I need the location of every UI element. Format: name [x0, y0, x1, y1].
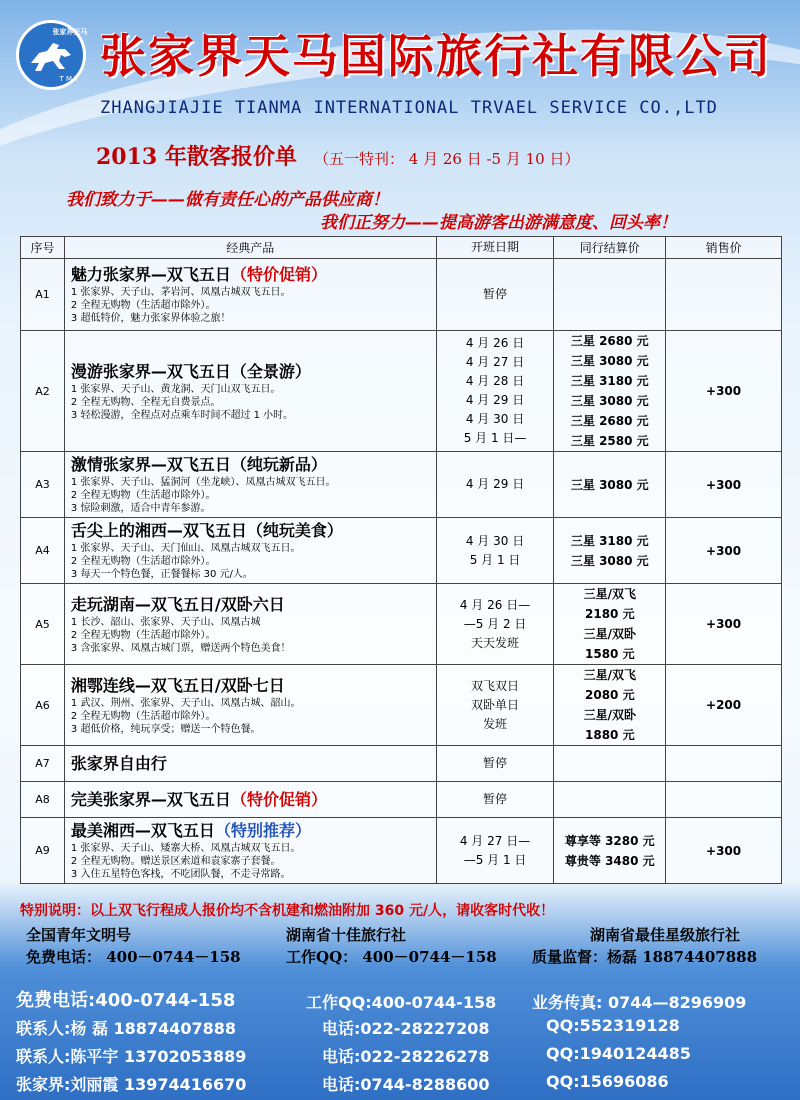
- sale-price-cell: +300: [666, 452, 782, 518]
- product-desc-line: 1 张家界、天子山、天门仙山、凤凰古城双飞五日。: [70, 543, 301, 554]
- product-cell: [64, 782, 436, 818]
- table-row: [21, 452, 782, 518]
- row-id: A4: [21, 518, 65, 584]
- product-title: 激情张家界—双飞五日（纯玩新品）: [70, 455, 327, 474]
- date-line: 5 月 1 日—: [463, 431, 527, 445]
- net-price-line: 尊享等 3280 元: [564, 833, 655, 848]
- free-phone-line: 免费电话： 400－0744－158: [26, 948, 241, 966]
- product-desc-line: 2 全程无购物（生活超市除外）。: [70, 710, 216, 722]
- sale-price-cell: [666, 259, 782, 331]
- net-price-cell: [554, 782, 666, 818]
- product-title: 魅力张家界—双飞五日: [70, 265, 231, 284]
- net-price-line: 三星 3180 元: [570, 374, 649, 388]
- date-cell: [436, 331, 554, 452]
- date-cell: [436, 818, 554, 884]
- product-desc-line: 1 张家界、天子山、猛洞河（坐龙峡）、凤凰古城双飞五日。: [70, 477, 336, 488]
- table-row: [21, 665, 782, 746]
- product-cell: [64, 584, 436, 665]
- footer-qq-3: QQ:15696086: [546, 1072, 669, 1091]
- date-cell: [436, 665, 554, 746]
- row-id: A3: [21, 452, 65, 518]
- price-table: [20, 236, 782, 884]
- product-desc-line: 2 全程无购物（生活超市除外）。: [70, 490, 216, 501]
- net-price-cell: [554, 818, 666, 884]
- date-line: 4 月 30 日: [465, 412, 525, 426]
- table-body: [21, 259, 782, 884]
- sale-price-cell: [666, 746, 782, 782]
- row-id: A6: [21, 665, 65, 746]
- product-desc-line: 1 长沙、韶山、张家界、天子山、凤凰古城: [70, 616, 261, 628]
- net-price-line: 三星 3080 元: [570, 477, 649, 492]
- header: [0, 0, 800, 170]
- col-header-product: 经典产品: [64, 237, 436, 259]
- product-desc-line: 1 张家界、天子山、矮寨大桥、凤凰古城双飞五日。: [70, 843, 301, 854]
- product-cell: [64, 452, 436, 518]
- special-note: 特别说明：以上双飞行程成人报价均不含机建和燃油附加 360 元/人，请收客时代收！: [20, 903, 555, 919]
- work-qq-line: 工作QQ： 400－0744－158: [286, 948, 497, 966]
- product-desc-line: 2 全程无购物（生活超市除外）。: [70, 300, 216, 311]
- date-line: 天天发班: [471, 635, 520, 650]
- net-price-line: 三星 3180 元: [570, 533, 649, 548]
- footer-work-qq: 工作QQ:400-0744-158: [306, 993, 497, 1012]
- sale-price-cell: +300: [666, 331, 782, 452]
- date-line: 发班: [483, 716, 508, 731]
- sale-price-cell: +200: [666, 665, 782, 746]
- table-header-row: [21, 237, 782, 259]
- contact-footer: [0, 978, 800, 1100]
- net-price-cell: [554, 584, 666, 665]
- sale-price-cell: +300: [666, 518, 782, 584]
- net-price-line: 三星 2680 元: [570, 414, 649, 428]
- date-cell: [436, 259, 554, 331]
- footer-contact-3: 张家界:刘丽霞 13974416670: [16, 1075, 247, 1094]
- date-cell: [436, 782, 554, 818]
- col-header-sale-price: 销售价: [666, 237, 782, 259]
- footer-contact-1: 联系人:杨 磊 18874407888: [16, 1019, 237, 1038]
- date-line: 暂停: [483, 756, 508, 770]
- footer-fax: 业务传真: 0744—8296909: [532, 993, 747, 1012]
- net-price-line: 三星 3080 元: [570, 553, 649, 568]
- footer-tel-3: 电话:0744-8288600: [322, 1075, 490, 1094]
- product-tag: （特别推荐）: [214, 821, 311, 840]
- net-price-line: 2080 元: [585, 688, 635, 702]
- logo-abbr: T M T: [59, 75, 79, 83]
- table-row: [21, 518, 782, 584]
- col-header-id: 序号: [21, 237, 65, 259]
- logo-text: 张家界天马: [52, 28, 88, 36]
- product-cell: [64, 331, 436, 452]
- date-line: 4 月 27 日: [465, 355, 525, 369]
- product-desc-line: 3 含张家界、凤凰古城门票，赠送两个特色美食！: [70, 642, 291, 654]
- net-price-cell: [554, 259, 666, 331]
- date-line: 4 月 29 日: [465, 393, 525, 407]
- net-price-line: 三星/双卧: [583, 627, 636, 641]
- quote-title-sub: （五一特刊： 4 月 26 日 -5 月 10 日）: [313, 150, 580, 168]
- row-id: A1: [21, 259, 65, 331]
- product-name: [71, 789, 430, 811]
- affiliation-2: 湖南省十佳旅行社: [286, 926, 407, 944]
- product-desc-line: 1 张家界、天子山、黄龙洞、天门山双飞五日。: [70, 383, 281, 395]
- product-cell: [64, 259, 436, 331]
- product-desc-line: 3 超低价格，纯玩享受；赠送一个特色餐。: [70, 723, 261, 735]
- product-name: [71, 675, 430, 697]
- table-row: [21, 818, 782, 884]
- product-cell: [64, 818, 436, 884]
- footer-qq-2: QQ:1940124485: [546, 1044, 691, 1063]
- footer-tel-2: 电话:022-28226278: [322, 1047, 490, 1066]
- affiliation-1: 全国青年文明号: [26, 926, 132, 944]
- product-cell: [64, 518, 436, 584]
- sale-price-cell: [666, 782, 782, 818]
- date-line: 暂停: [483, 287, 508, 301]
- slogan-1: 我们致力于——做有责任心的产品供应商！: [66, 190, 389, 210]
- company-name-en: ZHANGJIAJIE TIANMA INTERNATIONAL TRVAEL SERVICE CO.,LTD: [100, 98, 718, 118]
- slogan-2: 我们正努力——提高游客出游满意度、回头率！: [320, 213, 677, 233]
- date-cell: [436, 746, 554, 782]
- quote-title: [96, 140, 796, 171]
- date-line: 双卧单日: [471, 697, 520, 712]
- product-desc-line: 3 每天一个特色餐，正餐餐标 30 元/人。: [70, 569, 253, 580]
- row-id: A7: [21, 746, 65, 782]
- date-line: 暂停: [483, 792, 508, 806]
- product-desc-line: 2 全程无购物（生活超市除外）。: [70, 629, 216, 641]
- date-cell: [436, 584, 554, 665]
- product-name: [71, 820, 430, 842]
- date-line: 4 月 26 日: [465, 336, 525, 350]
- product-tag: （特价促销）: [230, 789, 327, 809]
- date-line: —5 月 2 日: [463, 616, 527, 631]
- product-title: 漫游张家界—双飞五日（全景游）: [70, 361, 311, 381]
- product-desc-line: 2 全程无购物。赠送景区索道和袁家寨子套餐。: [70, 856, 281, 867]
- date-line: 4 月 26 日—: [459, 597, 531, 612]
- table-row: [21, 331, 782, 452]
- product-title: 最美湘西—双飞五日: [70, 821, 215, 840]
- date-line: 4 月 30 日: [465, 533, 525, 548]
- product-title: 湘鄂连线—双飞五日/双卧七日: [70, 675, 285, 695]
- date-line: 5 月 1 日: [469, 552, 521, 567]
- sale-price-cell: +300: [666, 818, 782, 884]
- net-price-cell: [554, 452, 666, 518]
- table-row: [21, 782, 782, 818]
- row-id: A5: [21, 584, 65, 665]
- net-price-line: 三星/双飞: [583, 668, 636, 682]
- date-line: 4 月 28 日: [465, 374, 525, 388]
- row-id: A8: [21, 782, 65, 818]
- product-cell: [64, 746, 436, 782]
- product-name: [71, 454, 430, 476]
- product-name: [71, 264, 430, 286]
- net-price-line: 1580 元: [585, 647, 635, 661]
- col-header-net-price: 同行结算价: [554, 237, 666, 259]
- product-name: [71, 594, 430, 616]
- product-desc-line: 1 张家界、天子山、茅岩河、凤凰古城双飞五日。: [70, 287, 291, 298]
- product-name: [71, 520, 430, 542]
- date-line: 4 月 27 日—: [459, 833, 531, 848]
- company-logo: [16, 20, 86, 90]
- product-desc-line: 2 全程无购物、全程无自费景点。: [70, 396, 221, 408]
- date-cell: [436, 452, 554, 518]
- net-price-line: 三星 2680 元: [570, 334, 649, 348]
- date-cell: [436, 518, 554, 584]
- row-id: A2: [21, 331, 65, 452]
- net-price-line: 三星/双飞: [583, 587, 636, 601]
- product-title: 走玩湖南—双飞五日/双卧六日: [70, 594, 285, 614]
- footer-tel-1: 电话:022-28227208: [322, 1019, 490, 1038]
- net-price-line: 2180 元: [585, 607, 635, 621]
- footer-contact-2: 联系人:陈平宇 13702053889: [16, 1047, 247, 1066]
- col-header-date: 开班日期: [436, 237, 554, 259]
- net-price-line: 三星 2580 元: [570, 434, 649, 448]
- net-price-line: 三星/双卧: [583, 708, 636, 722]
- product-desc-line: 1 武汉、荆州、张家界、天子山、凤凰古城、韶山。: [70, 697, 301, 709]
- net-price-cell: [554, 518, 666, 584]
- date-line: —5 月 1 日: [463, 852, 527, 867]
- company-name-cn: 张家界天马国际旅行社有限公司: [100, 29, 772, 83]
- row-id: A9: [21, 818, 65, 884]
- product-desc-line: 3 惊险刺激，适合中青年参游。: [70, 503, 211, 514]
- net-price-line: 尊贵等 3480 元: [564, 853, 655, 868]
- horse-icon: [25, 35, 77, 75]
- net-price-cell: [554, 746, 666, 782]
- product-title: 完美张家界—双飞五日: [70, 789, 231, 809]
- product-name: [71, 361, 430, 383]
- product-desc-line: 2 全程无购物（生活超市除外）。: [70, 556, 216, 567]
- product-desc-line: 3 轻松漫游，全程点对点乘车时间不超过 1 小时。: [70, 409, 294, 421]
- date-line: 双飞双日: [471, 678, 520, 693]
- product-title: 张家界自由行: [70, 753, 167, 773]
- product-tag: （特价促销）: [230, 265, 327, 284]
- affiliation-3: 湖南省最佳星级旅行社: [590, 926, 741, 944]
- net-price-cell: [554, 665, 666, 746]
- quote-title-main: 2013 年散客报价单: [96, 144, 297, 170]
- table-row: [21, 746, 782, 782]
- table-row: [21, 584, 782, 665]
- table-row: [21, 259, 782, 331]
- supervisor-line: 质量监督：杨磊 18874407888: [532, 948, 758, 966]
- product-title: 舌尖上的湘西—双飞五日（纯玩美食）: [70, 521, 343, 540]
- product-desc-line: 3 入住五星特色客栈，不吃团队餐，不走寻常路。: [70, 869, 291, 880]
- footer-qq-1: QQ:552319128: [546, 1016, 680, 1035]
- net-price-line: 三星 3080 元: [570, 394, 649, 408]
- product-name: [71, 753, 430, 775]
- date-line: 4 月 29 日: [465, 477, 525, 491]
- net-price-cell: [554, 331, 666, 452]
- sale-price-cell: +300: [666, 584, 782, 665]
- product-cell: [64, 665, 436, 746]
- product-desc-line: 3 超低特价，魅力张家界体验之旅！: [70, 313, 231, 324]
- footer-free-phone: 免费电话:400-0744-158: [16, 990, 236, 1011]
- net-price-line: 三星 3080 元: [570, 354, 649, 368]
- net-price-line: 1880 元: [585, 728, 635, 742]
